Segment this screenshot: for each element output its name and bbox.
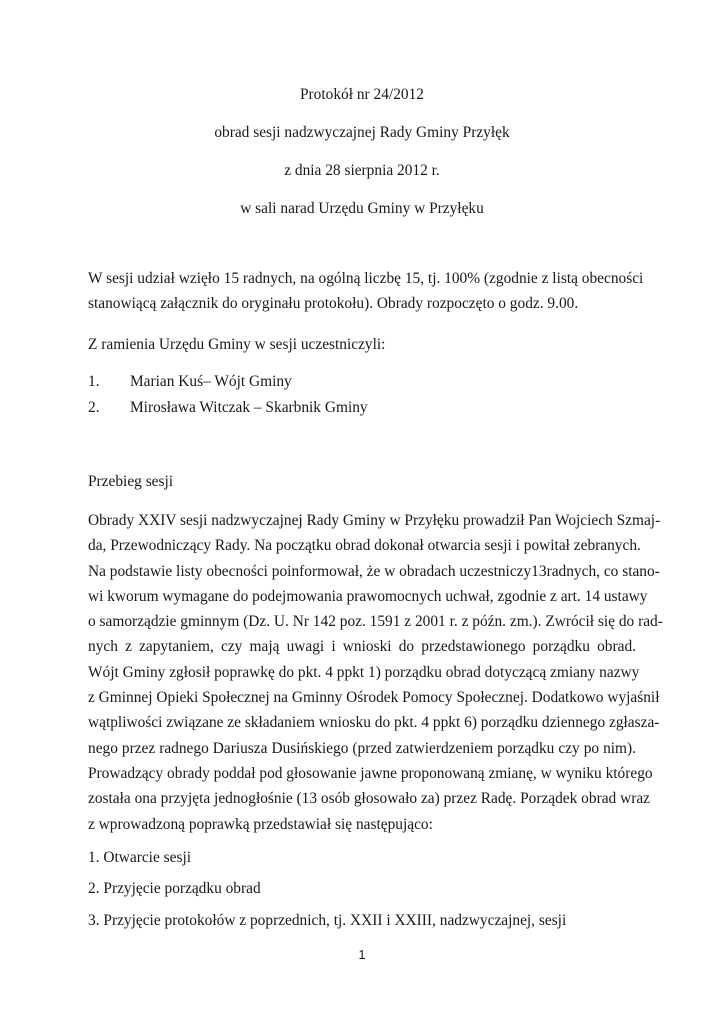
session-line: Wójt Gminy zgłosił poprawkę do pkt. 4 ppkt 1) porządku obrad dotyczącą zmiany nazwy	[88, 663, 640, 681]
session-line: nego przez radnego Dariusza Dusińskiego (przed zatwierdzeniem porządku czy po nim).	[88, 739, 636, 757]
attendance-line: W sesji udział wzięło 15 radnych, na ogólną liczbę 15, tj. 100% (zgodnie z listą obecności	[88, 270, 644, 287]
session-line: da, Przewodniczący Rady. Na początku obrad dokonał otwarcia sesji i powitał zebranych.	[88, 537, 641, 555]
participant-name: Mirosława Witczak – Skarbnik Gminy	[130, 399, 368, 416]
agenda-item: 1. Otwarcie sesji	[88, 849, 192, 866]
session-heading: Przebieg sesji	[88, 473, 174, 490]
session-line: wi kworum wymagane do podejmowania prawomocnych uchwał, zgodnie z art. 14 ustawy	[88, 587, 648, 605]
attendance-paragraph	[88, 266, 644, 317]
participant-name: Marian Kuś– Wójt Gminy	[130, 373, 292, 390]
page-number: 1	[358, 948, 366, 962]
agenda-item: 3. Przyjęcie protokołów z poprzednich, tj. XXII i XXIII, nadzwyczajnej, sesji	[88, 912, 567, 929]
attendance-line: stanowiącą załącznik do oryginału protokołu). Obrady rozpoczęto o godz. 9.00.	[88, 295, 579, 313]
session-line: z Gminnej Opieki Społecznej na Gminny Ośrodek Pomocy Społecznej. Dodatkowo wyjaśnił	[88, 689, 660, 707]
participant-number: 2.	[88, 399, 100, 416]
session-line: nych z zapytaniem, czy mają uwagi i wnioski do przedstawionego porządku obrad.	[88, 638, 636, 656]
session-line: z wprowadzoną poprawką przedstawiał się następująco:	[88, 815, 433, 833]
participant-number: 1.	[88, 373, 100, 390]
office-intro: Z ramienia Urzędu Gminy w sesji uczestniczyli:	[88, 336, 386, 353]
session-line: Na podstawie listy obecności poinformował, że w obradach uczestniczy13radnych, co stano-	[88, 562, 660, 580]
protocol-place: w sali narad Urzędu Gminy w Przyłęku	[240, 200, 484, 217]
session-line: o samorządzie gminnym (Dz. U. Nr 142 poz. 1591 z 2001 r. z późn. zm.). Zwrócił się do rad-	[88, 613, 663, 631]
protocol-title: Protokół nr 24/2012	[300, 86, 424, 103]
session-paragraph	[88, 508, 663, 837]
session-line: wątpliwości związane ze składaniem wniosku do pkt. 4 ppkt 6) porządku dziennego zgłasza-	[88, 714, 660, 732]
agenda-item: 2. Przyjęcie porządku obrad	[88, 880, 261, 897]
protocol-subtitle: obrad sesji nadzwyczajnej Rady Gminy Przyłęk	[214, 124, 510, 141]
protocol-date: z dnia 28 sierpnia 2012 r.	[284, 162, 440, 179]
session-line: została ona przyjęta jednogłośnie (13 osób głosowało za) przez Radę. Porządek obrad wraz	[88, 790, 650, 808]
session-line: Obrady XXIV sesji nadzwyczajnej Rady Gminy w Przyłęku prowadził Pan Wojciech Szmaj-	[88, 512, 661, 529]
session-line: Prowadzący obrady poddał pod głosowanie jawne proponowaną zmianę, w wyniku którego	[88, 764, 653, 782]
